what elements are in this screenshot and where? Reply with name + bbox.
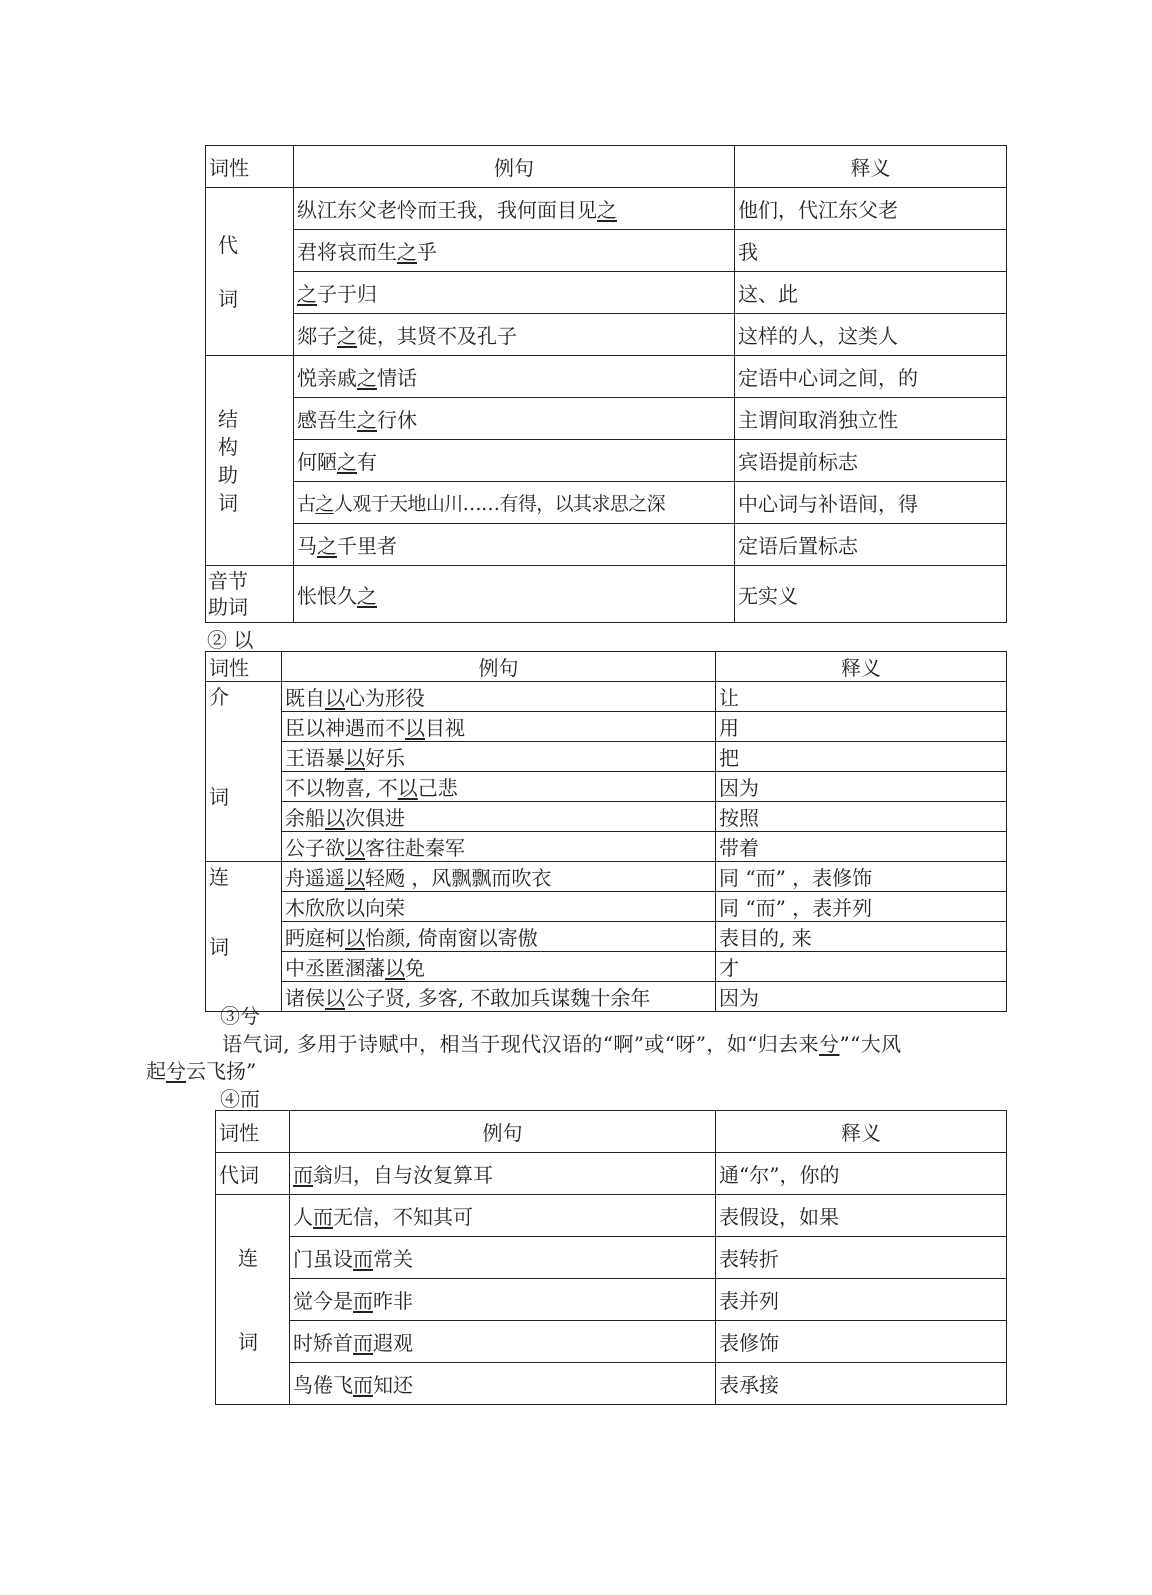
example-cell: 怅恨久之: [294, 566, 735, 623]
example-cell: 感吾生之行休: [294, 398, 735, 440]
pos-cell-pronoun: 代 词: [206, 188, 294, 356]
meaning-cell: 才: [716, 952, 1007, 982]
example-cell: 而翁归，自与汝复算耳: [290, 1153, 716, 1195]
table-row: [206, 952, 1007, 982]
example-cell: 既自以心为形役: [282, 682, 716, 712]
table-row: [206, 682, 1007, 712]
table-row: [216, 1321, 1007, 1363]
meaning-cell: 表修饰: [716, 1321, 1007, 1363]
example-cell: 中丞匿溷藩以免: [282, 952, 716, 982]
pos-cell-conjunction: 连 词: [216, 1195, 290, 1405]
table-row: [216, 1237, 1007, 1279]
xi-paragraph-line-2: 起兮云飞扬”: [146, 1059, 257, 1083]
pos-cell-structural-particle: 结 构 助 词: [206, 356, 294, 566]
example-cell: 臣以神遇而不以目视: [282, 712, 716, 742]
table-header-row: [206, 146, 1007, 188]
table-row: [216, 1363, 1007, 1405]
table-row: [206, 862, 1007, 892]
example-cell: 鸟倦飞而知还: [290, 1363, 716, 1405]
example-cell: 不以物喜, 不以己悲: [282, 772, 716, 802]
header-pos: 词性: [206, 652, 282, 682]
meaning-cell: 中心词与补语间，得: [735, 482, 1007, 524]
header-meaning: 释义: [716, 652, 1007, 682]
table-row: [216, 1279, 1007, 1321]
meaning-cell: 定语后置标志: [735, 524, 1007, 566]
meaning-cell: 通“尔”，你的: [716, 1153, 1007, 1195]
table-row: [206, 922, 1007, 952]
meaning-cell: 带着: [716, 832, 1007, 862]
table-row: [206, 566, 1007, 623]
meaning-cell: 我: [735, 230, 1007, 272]
meaning-cell: 宾语提前标志: [735, 440, 1007, 482]
xi-paragraph-line-1: 语气词, 多用于诗赋中，相当于现代汉语的“啊”或“呀”，如“归去来兮”“大风: [222, 1032, 902, 1056]
header-pos: 词性: [206, 146, 294, 188]
meaning-cell: 无实义: [735, 566, 1007, 623]
example-cell: 公子欲以客往赴秦军: [282, 832, 716, 862]
table-row: [206, 272, 1007, 314]
section-heading-xi: ③兮: [220, 1004, 260, 1028]
table-header-row: [206, 652, 1007, 682]
table-row: [206, 892, 1007, 922]
table-zhi: [205, 145, 1007, 623]
table-row: [206, 188, 1007, 230]
meaning-cell: 因为: [716, 982, 1007, 1012]
table-row: [206, 482, 1007, 524]
meaning-cell: 表并列: [716, 1279, 1007, 1321]
table-row: [206, 524, 1007, 566]
meaning-cell: 这样的人，这类人: [735, 314, 1007, 356]
header-example: 例句: [294, 146, 735, 188]
table-row: [216, 1195, 1007, 1237]
example-cell: 人而无信，不知其可: [290, 1195, 716, 1237]
table-row: [206, 314, 1007, 356]
header-example: 例句: [290, 1111, 716, 1153]
example-cell: 王语暴以好乐: [282, 742, 716, 772]
meaning-cell: 同 “而” ，表修饰: [716, 862, 1007, 892]
example-cell: 君将哀而生之乎: [294, 230, 735, 272]
table-row: [206, 802, 1007, 832]
table-row: [206, 772, 1007, 802]
example-cell: 诸侯以公子贤, 多客, 不敢加兵谋魏十余年: [282, 982, 716, 1012]
meaning-cell: 按照: [716, 802, 1007, 832]
meaning-cell: 表目的, 来: [716, 922, 1007, 952]
table-row: [206, 440, 1007, 482]
table-row: [206, 742, 1007, 772]
example-cell: 郯子之徒，其贤不及孔子: [294, 314, 735, 356]
example-cell: 门虽设而常关: [290, 1237, 716, 1279]
table-row: [206, 356, 1007, 398]
example-cell: 时矫首而遐观: [290, 1321, 716, 1363]
pos-cell-conjunction: 连 词: [206, 862, 282, 1012]
table-yi: [205, 651, 1007, 1012]
example-cell: 何陋之有: [294, 440, 735, 482]
example-cell: 悦亲戚之情话: [294, 356, 735, 398]
table-row: [206, 230, 1007, 272]
meaning-cell: 因为: [716, 772, 1007, 802]
example-cell: 木欣欣以向荣: [282, 892, 716, 922]
pos-cell-pronoun: 代词: [216, 1153, 290, 1195]
meaning-cell: 表承接: [716, 1363, 1007, 1405]
table-er: [215, 1110, 1007, 1405]
table-row: [206, 712, 1007, 742]
example-cell: 马之千里者: [294, 524, 735, 566]
meaning-cell: 把: [716, 742, 1007, 772]
header-pos: 词性: [216, 1111, 290, 1153]
meaning-cell: 主谓间取消独立性: [735, 398, 1007, 440]
example-cell: 眄庭柯以怡颜, 倚南窗以寄傲: [282, 922, 716, 952]
example-cell: 之子于归: [294, 272, 735, 314]
table-header-row: [216, 1111, 1007, 1153]
table-row: [206, 398, 1007, 440]
meaning-cell: 表转折: [716, 1237, 1007, 1279]
meaning-cell: 用: [716, 712, 1007, 742]
meaning-cell: 这、此: [735, 272, 1007, 314]
example-cell: 古之人观于天地山川……有得，以其求思之深: [294, 482, 735, 524]
meaning-cell: 同 “而” ，表并列: [716, 892, 1007, 922]
table-row: [206, 982, 1007, 1012]
header-meaning: 释义: [716, 1111, 1007, 1153]
example-cell: 舟遥遥以轻飏 ，风飘飘而吹衣: [282, 862, 716, 892]
section-heading-er: ④而: [220, 1087, 260, 1111]
pos-cell-preposition: 介 词: [206, 682, 282, 862]
header-meaning: 释义: [735, 146, 1007, 188]
header-example: 例句: [282, 652, 716, 682]
example-cell: 纵江东父老怜而王我，我何面目见之: [294, 188, 735, 230]
meaning-cell: 定语中心词之间，的: [735, 356, 1007, 398]
example-cell: 余船以次俱进: [282, 802, 716, 832]
example-cell: 觉今是而昨非: [290, 1279, 716, 1321]
meaning-cell: 他们，代江东父老: [735, 188, 1007, 230]
section-heading-yi: ② 以: [207, 628, 254, 652]
meaning-cell: 让: [716, 682, 1007, 712]
meaning-cell: 表假设，如果: [716, 1195, 1007, 1237]
pos-cell-syllable-particle: 音节 助词: [206, 566, 294, 623]
table-row: [206, 832, 1007, 862]
table-row: [216, 1153, 1007, 1195]
